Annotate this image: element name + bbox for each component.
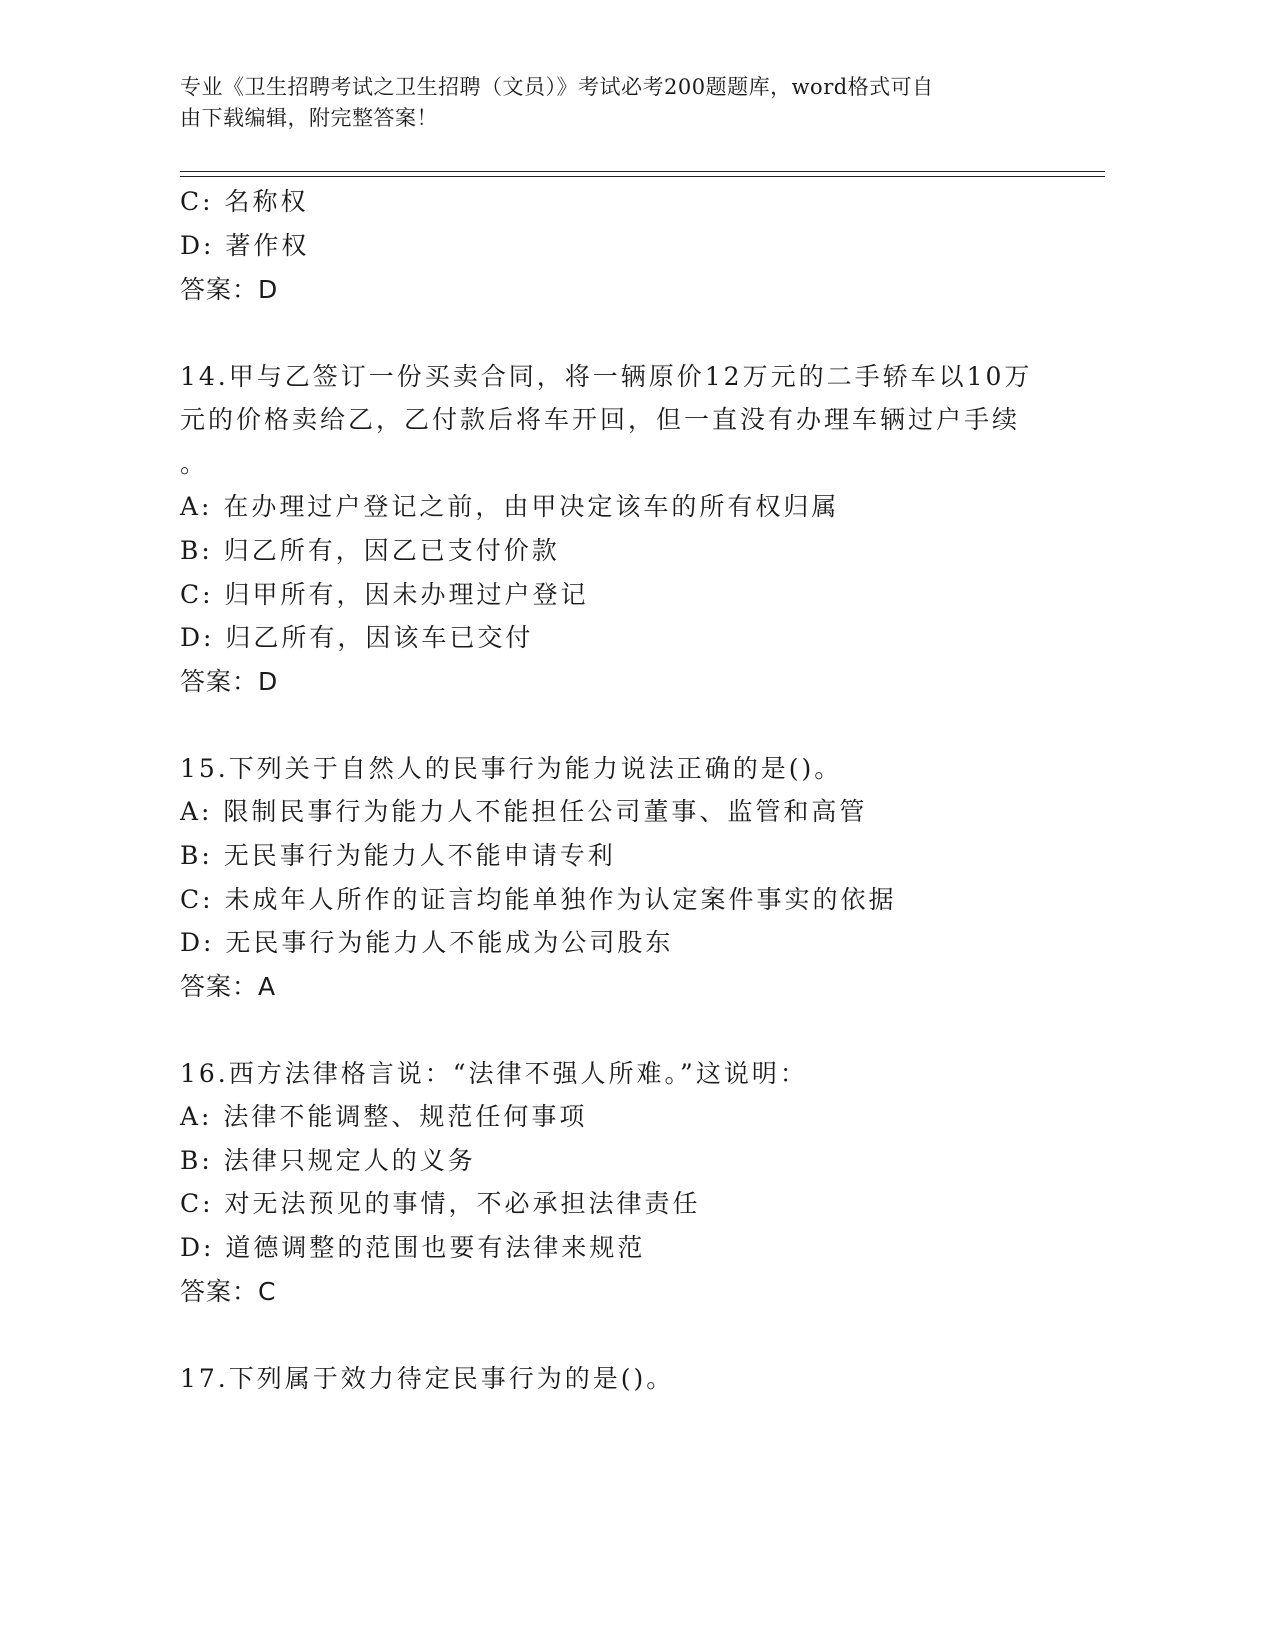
header-divider-bottom — [180, 176, 1105, 177]
q15-option-c: C: 未成年人所作的证言均能单独作为认定案件事实的依据 — [180, 885, 897, 914]
q13-option-d: D: 著作权 — [180, 231, 310, 260]
q13-option-c: C: 名称权 — [180, 187, 309, 216]
q14-option-c: C: 归甲所有，因未办理过户登记 — [180, 580, 589, 609]
q13-answer: 答案：D — [180, 275, 279, 304]
q15-option-a: A: 限制民事行为能力人不能担任公司董事、监管和高管 — [180, 797, 868, 826]
q15-answer: 答案：A — [180, 972, 277, 1001]
q16-option-b: B: 法律只规定人的义务 — [180, 1146, 476, 1175]
q15-stem: 15.下列关于自然人的民事行为能力说法正确的是()。 — [180, 754, 843, 783]
q15-option-b: B: 无民事行为能力人不能申请专利 — [180, 841, 616, 870]
q14-option-a: A: 在办理过户登记之前，由甲决定该车的所有权归属 — [180, 492, 840, 521]
q14-option-d: D: 归乙所有，因该车已交付 — [180, 623, 534, 652]
q16-answer: 答案：C — [180, 1277, 277, 1306]
document-header — [180, 72, 1060, 134]
q16-stem: 16.西方法律格言说：“法律不强人所难。”这说明： — [180, 1059, 808, 1088]
q14-option-b: B: 归乙所有，因乙已支付价款 — [180, 536, 560, 565]
header-line-2: 由下载编辑，附完整答案！ — [180, 106, 438, 130]
q16-option-c: C: 对无法预见的事情，不必承担法律责任 — [180, 1189, 701, 1218]
q17-stem: 17.下列属于效力待定民事行为的是()。 — [180, 1364, 675, 1393]
q14-stem-line-2: 元的价格卖给乙，乙付款后将车开回，但一直没有办理车辆过户手续 — [180, 405, 1021, 434]
header-divider-top — [180, 171, 1105, 172]
q14-stem-line-3: 。 — [180, 449, 209, 478]
q14-answer: 答案：D — [180, 667, 279, 696]
q16-option-a: A: 法律不能调整、规范任何事项 — [180, 1102, 588, 1131]
q14-stem-line-1: 14.甲与乙签订一份买卖合同，将一辆原价12万元的二手轿车以10万 — [180, 362, 1033, 391]
q16-option-d: D: 道德调整的范围也要有法律来规范 — [180, 1233, 646, 1262]
header-line-1: 专业《卫生招聘考试之卫生招聘（文员）》考试必考200题题库，word格式可自 — [180, 75, 934, 99]
q15-option-d: D: 无民事行为能力人不能成为公司股东 — [180, 928, 674, 957]
